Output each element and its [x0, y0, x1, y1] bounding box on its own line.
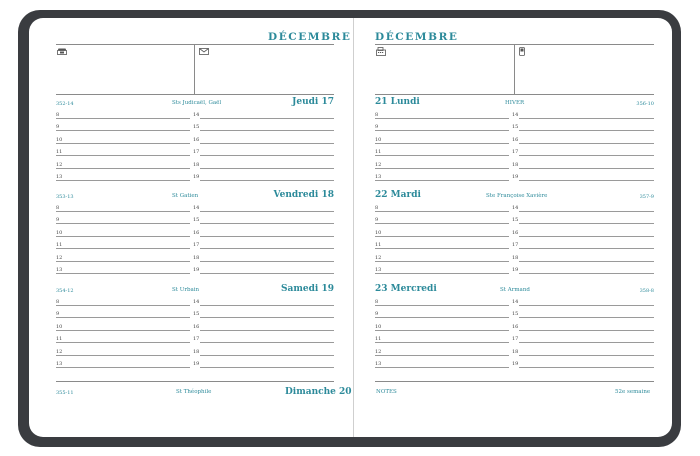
day-name: 21 Lundi: [375, 97, 420, 107]
hour-line: [200, 342, 334, 343]
hour-label: 12: [56, 254, 63, 261]
hour-line: [375, 168, 509, 169]
spine-fold: [353, 18, 354, 437]
hour-line: [56, 273, 190, 274]
hour-line: [519, 248, 654, 249]
day-name: 22 Mardi: [375, 190, 421, 200]
footer-day-number: 355-11: [56, 390, 74, 396]
hour-label: 18: [193, 348, 200, 355]
hour-line: [519, 180, 654, 181]
hour-line: [375, 180, 509, 181]
hour-label: 19: [512, 267, 519, 273]
hour-line: [375, 330, 509, 331]
hour-label: 19: [193, 267, 200, 273]
fax-icon: [376, 47, 386, 56]
hour-line: [375, 211, 509, 212]
hour-label: 11: [375, 336, 382, 343]
hour-line: [56, 180, 190, 181]
hour-line: [375, 355, 509, 356]
hour-line: [56, 330, 190, 331]
hour-label: 18: [512, 348, 519, 355]
hour-label: 15: [193, 217, 200, 224]
hour-label: 10: [56, 136, 63, 143]
hour-label: 12: [375, 254, 382, 261]
hour-line: [375, 155, 509, 156]
hour-line: [56, 155, 190, 156]
hour-label: 8: [56, 112, 60, 118]
left-header-divider: [194, 44, 195, 94]
hour-label: 19: [193, 361, 200, 367]
right-page: [354, 18, 672, 437]
hour-label: 13: [56, 174, 63, 180]
hour-line: [56, 248, 190, 249]
hour-line: [519, 273, 654, 274]
hour-line: [56, 367, 190, 368]
hour-label: 16: [512, 229, 519, 236]
hour-label: 15: [512, 124, 519, 131]
hour-label: 14: [512, 112, 519, 118]
hour-label: 13: [375, 174, 382, 180]
hour-label: 18: [512, 161, 519, 168]
hour-label: 18: [193, 254, 200, 261]
left-header-rule: [56, 44, 334, 45]
hour-line: [375, 248, 509, 249]
saint-name: St Gatien: [172, 193, 199, 199]
hour-line: [56, 130, 190, 131]
hour-label: 10: [56, 229, 63, 236]
hour-label: 19: [512, 361, 519, 367]
hour-label: 13: [56, 267, 63, 273]
hour-label: 10: [375, 323, 382, 330]
phone-icon: [57, 47, 67, 56]
hour-label: 15: [512, 217, 519, 224]
hour-line: [519, 367, 654, 368]
hour-label: 16: [193, 229, 200, 236]
day-number: 352-14: [56, 101, 74, 107]
footer-day-name: Dimanche 20: [285, 387, 352, 397]
left-month-title: DÉCEMBRE: [268, 31, 352, 43]
hour-line: [519, 143, 654, 144]
hour-line: [519, 223, 654, 224]
hour-line: [200, 236, 334, 237]
day-number: 356-10: [636, 101, 654, 107]
hour-line: [519, 118, 654, 119]
hour-line: [200, 130, 334, 131]
hour-label: 13: [375, 267, 382, 273]
hour-label: 12: [56, 161, 63, 168]
hour-line: [375, 118, 509, 119]
hour-label: 9: [375, 217, 379, 224]
hour-line: [56, 317, 190, 318]
hour-line: [375, 261, 509, 262]
hour-line: [519, 355, 654, 356]
hour-line: [519, 130, 654, 131]
hour-line: [519, 155, 654, 156]
hour-label: 11: [375, 149, 382, 156]
hour-line: [200, 273, 334, 274]
hour-line: [56, 168, 190, 169]
hour-line: [200, 367, 334, 368]
hour-label: 18: [193, 161, 200, 168]
hour-line: [375, 367, 509, 368]
hour-label: 17: [512, 149, 519, 156]
envelope-icon: [199, 47, 209, 56]
hour-label: 8: [375, 112, 379, 118]
hour-label: 10: [375, 136, 382, 143]
left-footer-rule: [56, 381, 334, 382]
saint-name: Ste Françoise Xavière: [486, 193, 548, 199]
saint-name: Sts Judicaël, Gaël: [172, 100, 222, 106]
hour-line: [200, 143, 334, 144]
right-header-divider: [514, 44, 515, 94]
hour-line: [519, 211, 654, 212]
hour-label: 10: [375, 229, 382, 236]
hour-label: 16: [193, 323, 200, 330]
hour-line: [519, 236, 654, 237]
hour-line: [519, 317, 654, 318]
hour-label: 11: [375, 242, 382, 249]
hour-label: 15: [193, 311, 200, 318]
hour-label: 9: [56, 124, 60, 131]
hour-label: 9: [375, 124, 379, 131]
hour-label: 14: [193, 299, 200, 305]
hour-label: 17: [193, 242, 200, 249]
day-name: Jeudi 17: [292, 97, 334, 107]
hour-line: [375, 143, 509, 144]
hour-label: 15: [512, 311, 519, 318]
footer-saint: St Théophile: [176, 389, 212, 395]
hour-label: 9: [56, 311, 60, 318]
hour-label: 15: [193, 124, 200, 131]
hour-line: [375, 342, 509, 343]
day-name: Samedi 19: [281, 284, 334, 294]
hour-line: [200, 330, 334, 331]
hour-label: 16: [512, 136, 519, 143]
mobile-phone-icon: [517, 47, 527, 56]
hour-label: 13: [56, 361, 63, 367]
saint-name: St Armand: [500, 287, 530, 293]
hour-line: [56, 143, 190, 144]
hour-line: [375, 317, 509, 318]
day-name: 23 Mercredi: [375, 284, 437, 294]
hour-label: 18: [512, 254, 519, 261]
hour-line: [56, 223, 190, 224]
hour-line: [56, 118, 190, 119]
hour-label: 17: [512, 242, 519, 249]
hour-line: [200, 180, 334, 181]
hour-label: 8: [56, 205, 60, 211]
right-contact-rule: [375, 94, 654, 95]
hour-line: [200, 211, 334, 212]
hour-line: [200, 155, 334, 156]
day-name: Vendredi 18: [273, 190, 334, 200]
hour-line: [56, 261, 190, 262]
hour-line: [200, 168, 334, 169]
hour-line: [200, 223, 334, 224]
hour-line: [375, 236, 509, 237]
hour-label: 9: [56, 217, 60, 224]
notes-label: NOTES: [376, 389, 397, 395]
hour-label: 9: [375, 311, 379, 318]
hour-label: 19: [193, 174, 200, 180]
hour-line: [519, 342, 654, 343]
hour-label: 14: [193, 205, 200, 211]
day-number: 358-8: [639, 288, 654, 294]
hour-line: [375, 223, 509, 224]
hour-line: [56, 236, 190, 237]
saint-name: HIVER: [505, 100, 525, 106]
hour-line: [56, 355, 190, 356]
hour-label: 8: [375, 205, 379, 211]
hour-label: 11: [56, 149, 63, 156]
hour-line: [200, 261, 334, 262]
hour-label: 11: [56, 336, 63, 343]
hour-label: 17: [193, 149, 200, 156]
left-contact-rule: [56, 94, 334, 95]
hour-line: [200, 248, 334, 249]
day-number: 357-9: [639, 194, 654, 200]
hour-line: [519, 330, 654, 331]
hour-line: [200, 305, 334, 306]
hour-line: [56, 211, 190, 212]
hour-label: 17: [512, 336, 519, 343]
left-page: [29, 18, 353, 437]
week-number: 52e semaine: [615, 389, 651, 395]
hour-label: 10: [56, 323, 63, 330]
day-number: 353-13: [56, 194, 74, 200]
hour-line: [519, 168, 654, 169]
day-number: 354-12: [56, 288, 74, 294]
hour-label: 14: [512, 205, 519, 211]
hour-label: 12: [56, 348, 63, 355]
hour-label: 8: [375, 299, 379, 305]
hour-line: [519, 305, 654, 306]
hour-label: 19: [512, 174, 519, 180]
hour-line: [200, 317, 334, 318]
hour-label: 12: [375, 348, 382, 355]
hour-line: [200, 118, 334, 119]
hour-line: [56, 305, 190, 306]
hour-line: [375, 130, 509, 131]
right-footer-rule: [375, 381, 654, 382]
hour-label: 11: [56, 242, 63, 249]
hour-line: [375, 273, 509, 274]
hour-line: [519, 261, 654, 262]
hour-label: 16: [193, 136, 200, 143]
right-month-title: DÉCEMBRE: [375, 31, 459, 43]
hour-label: 14: [193, 112, 200, 118]
hour-line: [200, 355, 334, 356]
hour-label: 14: [512, 299, 519, 305]
hour-label: 12: [375, 161, 382, 168]
hour-label: 8: [56, 299, 60, 305]
saint-name: St Urbain: [172, 287, 200, 293]
hour-label: 13: [375, 361, 382, 367]
hour-label: 17: [193, 336, 200, 343]
hour-line: [375, 305, 509, 306]
hour-line: [56, 342, 190, 343]
hour-label: 16: [512, 323, 519, 330]
